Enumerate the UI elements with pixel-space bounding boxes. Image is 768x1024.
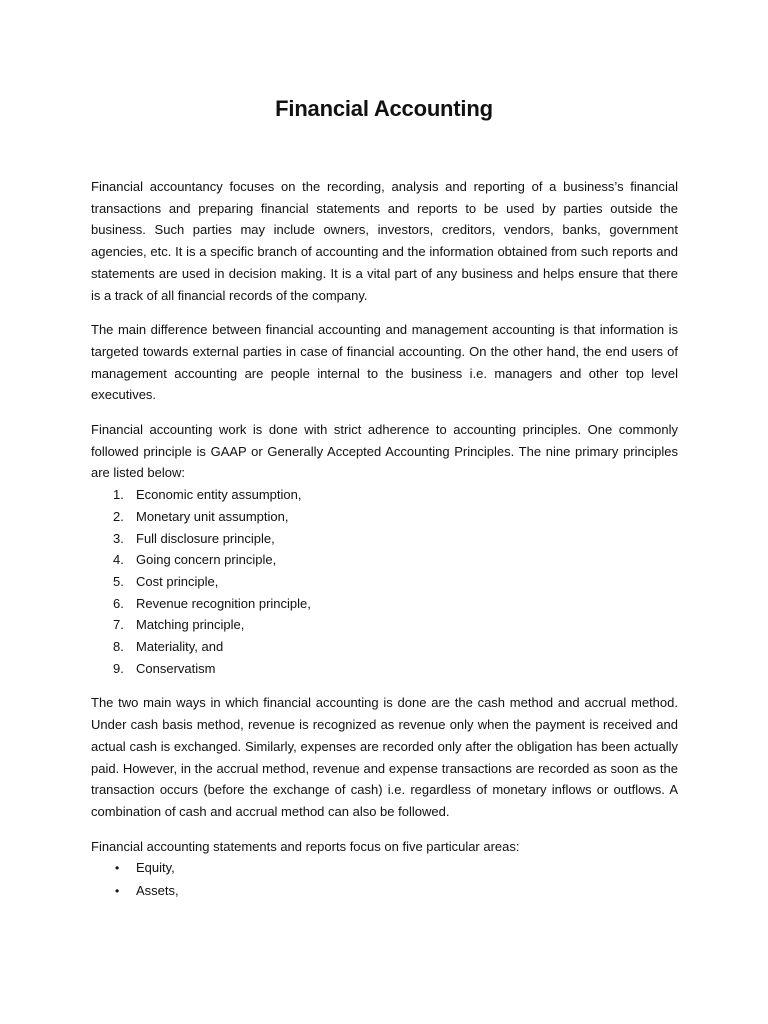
list-number: 1. bbox=[113, 487, 124, 503]
list-item-text: Matching principle, bbox=[136, 617, 245, 633]
paragraph-intro: Financial accountancy focuses on the recording, analysis and reporting of a business’s financial transactions and preparing financial statements and reports to be used by parties outside the business. Such parties may include owners, investors, creditors, vendors, banks, government agencies, etc. It is a specific branch of accounting and the information obtained from such reports and statements are used in decision making. It is a vital part of any business and helps ensure that there is a track of all financial records of the company. bbox=[91, 179, 678, 303]
page-title: Financial Accounting bbox=[275, 96, 493, 121]
list-item-text: Materiality, and bbox=[136, 639, 224, 655]
list-item-text: Conservatism bbox=[136, 660, 216, 676]
list-item-text: Full disclosure principle, bbox=[136, 530, 275, 546]
list-item-text: Assets, bbox=[136, 883, 179, 899]
list-item bbox=[91, 506, 678, 528]
list-item-text: Equity, bbox=[136, 860, 175, 876]
list-number: 7. bbox=[113, 617, 124, 633]
list-item bbox=[91, 484, 678, 506]
list-item-text: Going concern principle, bbox=[136, 552, 277, 568]
list-number: 6. bbox=[113, 595, 124, 611]
list-item bbox=[91, 857, 678, 880]
list-number: 2. bbox=[113, 508, 124, 524]
list-number: 9. bbox=[113, 660, 124, 676]
list-item bbox=[91, 593, 678, 615]
list-item bbox=[91, 549, 678, 571]
list-item bbox=[91, 571, 678, 593]
paragraph-principles-intro: Financial accounting work is done with strict adherence to accounting principles. One commonly followed principle is GAAP or Generally Accepted Accounting Principles. The nine primary principles are listed below: bbox=[91, 422, 678, 481]
list-number: 8. bbox=[113, 639, 124, 655]
areas-list bbox=[91, 857, 678, 902]
list-item bbox=[91, 636, 678, 658]
list-number: 5. bbox=[113, 573, 124, 589]
list-number: 3. bbox=[113, 530, 124, 546]
document-body bbox=[91, 176, 678, 903]
list-item-text: Revenue recognition principle, bbox=[136, 595, 311, 611]
list-number: 4. bbox=[113, 552, 124, 568]
list-item bbox=[91, 528, 678, 550]
list-item-text: Economic entity assumption, bbox=[136, 487, 302, 503]
list-item-text: Cost principle, bbox=[136, 573, 219, 589]
list-item-text: Monetary unit assumption, bbox=[136, 508, 289, 524]
paragraph-difference: The main difference between financial accounting and management accounting is that information is targeted towards external parties in case of financial accounting. On the other hand, the end users of management accounting are people internal to the business i.e. managers and other top level executives. bbox=[91, 322, 678, 403]
list-item bbox=[91, 614, 678, 636]
list-item bbox=[91, 880, 678, 903]
bullet-icon: • bbox=[115, 884, 120, 899]
bullet-icon: • bbox=[115, 861, 120, 876]
paragraph-areas-intro: Financial accounting statements and reports focus on five particular areas: bbox=[91, 838, 520, 854]
list-item bbox=[91, 658, 678, 680]
paragraph-methods: The two main ways in which financial accounting is done are the cash method and accrual method. Under cash basis method, revenue is recognized as revenue only when the payment is received and actual cash is exchanged. Similarly, expenses are recorded only after the obligation has been actually paid. However, in the accrual method, revenue and expense transactions are recorded as soon as the transaction occurs (before the exchange of cash) i.e. regardless of monetary inflows or outflows. A combination of cash and accrual method can also be followed. bbox=[91, 695, 678, 819]
principles-list bbox=[91, 484, 678, 679]
